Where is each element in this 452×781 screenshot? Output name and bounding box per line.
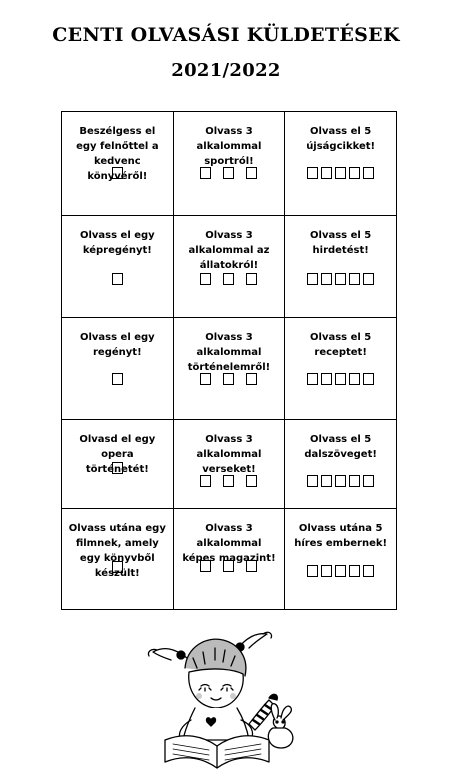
mission-text: Olvass el 5 újságcikket! xyxy=(306,126,376,152)
tick-checkbox[interactable] xyxy=(335,475,346,487)
tick-checkbox[interactable] xyxy=(321,373,332,385)
tick-checkbox[interactable] xyxy=(112,561,123,573)
tick-checkbox[interactable] xyxy=(112,462,123,474)
mission-text: Beszélgess el egy felnőttel a kedvenc könyvéről! xyxy=(76,126,159,182)
mission-text: Olvass el 5 hirdetést! xyxy=(310,230,372,256)
mission-text: Olvasd el egy opera történetét! xyxy=(79,434,156,475)
mission-text: Olvass el 5 receptet! xyxy=(310,332,372,358)
tick-checkbox[interactable] xyxy=(307,167,318,179)
grid-row xyxy=(62,318,397,420)
school-year: 2021/2022 xyxy=(171,60,281,81)
tick-checkbox[interactable] xyxy=(335,565,346,577)
tick-checkbox[interactable] xyxy=(223,560,234,572)
tick-checkbox[interactable] xyxy=(246,560,257,572)
checkbox-group xyxy=(62,561,173,573)
checkbox-group xyxy=(62,167,173,179)
tick-checkbox[interactable] xyxy=(363,167,374,179)
tick-checkbox[interactable] xyxy=(223,373,234,385)
tick-checkbox[interactable] xyxy=(112,273,123,285)
checkbox-group xyxy=(285,167,396,179)
tick-checkbox[interactable] xyxy=(349,273,360,285)
mission-text: Olvass utána 5 híres embernek! xyxy=(294,523,388,549)
mission-cell xyxy=(62,112,174,216)
tick-checkbox[interactable] xyxy=(349,373,360,385)
tick-checkbox[interactable] xyxy=(223,273,234,285)
mission-text: Olvass 3 alkalommal történelemről! xyxy=(187,332,271,373)
tick-checkbox[interactable] xyxy=(307,475,318,487)
tick-checkbox[interactable] xyxy=(335,167,346,179)
mission-cell xyxy=(173,318,285,420)
mission-cell xyxy=(173,509,285,610)
checkbox-group xyxy=(62,462,173,474)
tick-checkbox[interactable] xyxy=(349,475,360,487)
checkbox-group xyxy=(174,373,285,385)
tick-checkbox[interactable] xyxy=(321,273,332,285)
tick-checkbox[interactable] xyxy=(200,167,211,179)
mission-cell xyxy=(285,420,397,509)
mission-cell xyxy=(285,509,397,610)
tick-checkbox[interactable] xyxy=(246,475,257,487)
mission-cell xyxy=(62,216,174,318)
tick-checkbox[interactable] xyxy=(335,273,346,285)
mission-cell xyxy=(285,216,397,318)
mission-text: Olvass 3 alkalommal képes magazint! xyxy=(182,523,276,564)
grid-row xyxy=(62,216,397,318)
tick-checkbox[interactable] xyxy=(200,273,211,285)
mission-text: Olvass el 5 dalszöveget! xyxy=(304,434,377,460)
tick-checkbox[interactable] xyxy=(363,565,374,577)
mission-cell xyxy=(285,112,397,216)
tick-checkbox[interactable] xyxy=(307,373,318,385)
mission-cell xyxy=(62,509,174,610)
grid-row xyxy=(62,112,397,216)
grid-row xyxy=(62,509,397,610)
tick-checkbox[interactable] xyxy=(363,475,374,487)
mission-text: Olvass el egy regényt! xyxy=(79,332,155,358)
tick-checkbox[interactable] xyxy=(321,475,332,487)
grid-row xyxy=(62,420,397,509)
tick-checkbox[interactable] xyxy=(246,273,257,285)
checkbox-group xyxy=(174,560,285,572)
checkbox-group xyxy=(285,475,396,487)
tick-checkbox[interactable] xyxy=(223,475,234,487)
mission-text: Olvass el egy képregényt! xyxy=(79,230,155,256)
checkbox-group xyxy=(62,273,173,285)
tick-checkbox[interactable] xyxy=(335,373,346,385)
checkbox-group xyxy=(62,373,173,385)
tick-checkbox[interactable] xyxy=(363,373,374,385)
tick-checkbox[interactable] xyxy=(307,273,318,285)
mission-text: Olvass utána egy filmnek, amely egy könyvből készült! xyxy=(68,523,166,579)
tick-checkbox[interactable] xyxy=(112,373,123,385)
tick-checkbox[interactable] xyxy=(246,167,257,179)
tick-checkbox[interactable] xyxy=(200,560,211,572)
mission-text: Olvass 3 alkalommal az állatokról! xyxy=(188,230,270,271)
tick-checkbox[interactable] xyxy=(223,167,234,179)
reading-missions-grid xyxy=(61,111,397,610)
mission-cell xyxy=(173,216,285,318)
mission-text: Olvass 3 alkalommal verseket! xyxy=(196,434,262,475)
tick-checkbox[interactable] xyxy=(363,273,374,285)
girl-reading-book-with-bunny-icon xyxy=(145,628,305,773)
tick-checkbox[interactable] xyxy=(307,565,318,577)
tick-checkbox[interactable] xyxy=(321,565,332,577)
page-title: CENTI OLVASÁSI KÜLDETÉSEK xyxy=(52,24,400,46)
mission-cell xyxy=(173,420,285,509)
mission-cell xyxy=(62,318,174,420)
mission-text: Olvass 3 alkalommal sportról! xyxy=(196,126,262,167)
checkbox-group xyxy=(285,373,396,385)
tick-checkbox[interactable] xyxy=(321,167,332,179)
checkbox-group xyxy=(174,167,285,179)
tick-checkbox[interactable] xyxy=(349,565,360,577)
checkbox-group xyxy=(174,273,285,285)
tick-checkbox[interactable] xyxy=(349,167,360,179)
tick-checkbox[interactable] xyxy=(200,373,211,385)
mission-cell xyxy=(62,420,174,509)
checkbox-group xyxy=(285,565,396,577)
checkbox-group xyxy=(285,273,396,285)
mission-cell xyxy=(285,318,397,420)
tick-checkbox[interactable] xyxy=(200,475,211,487)
tick-checkbox[interactable] xyxy=(112,167,123,179)
tick-checkbox[interactable] xyxy=(246,373,257,385)
mission-cell xyxy=(173,112,285,216)
checkbox-group xyxy=(174,475,285,487)
